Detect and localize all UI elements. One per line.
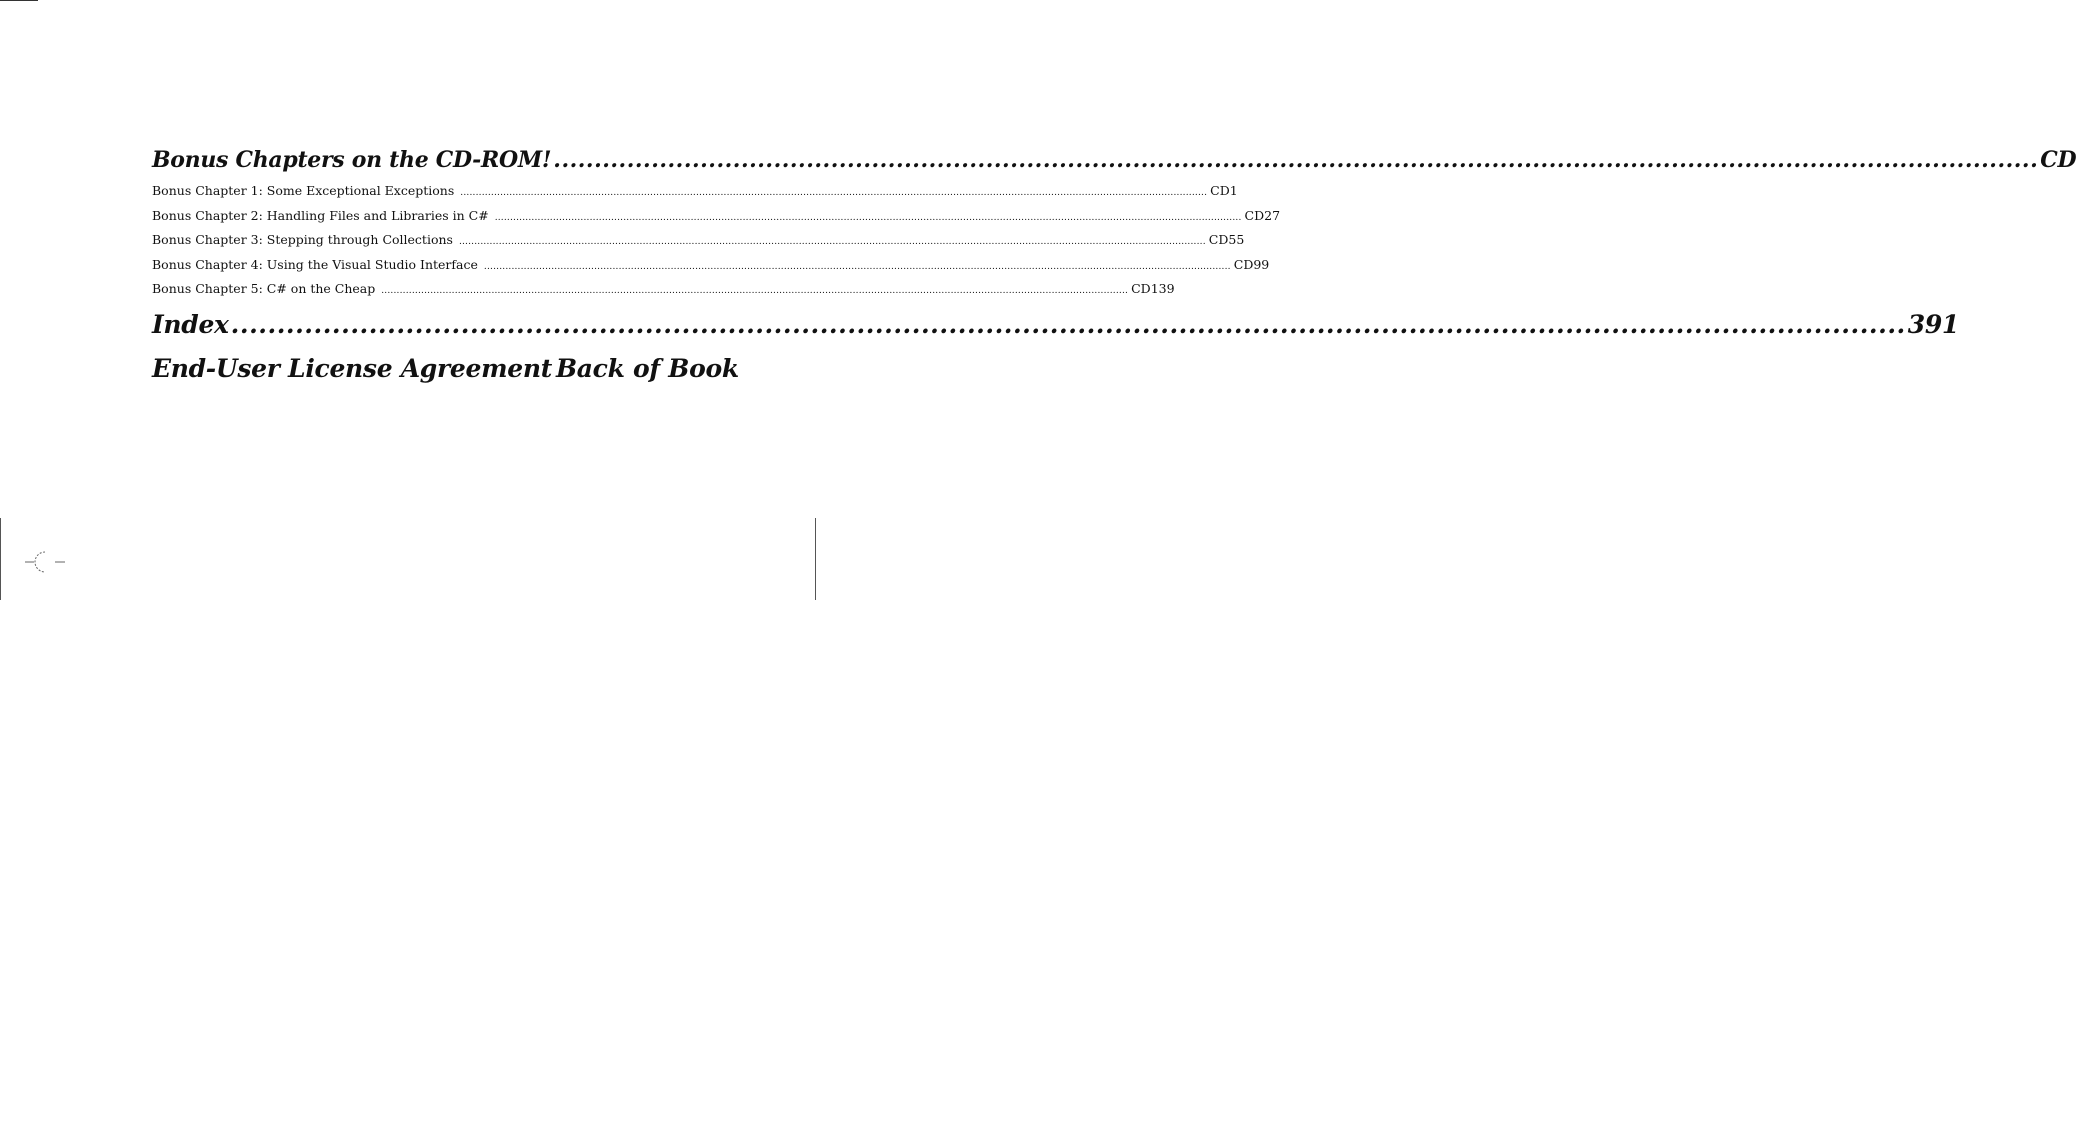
- chapter-page: CD139: [1131, 281, 1175, 297]
- crop-mark-top: [0, 0, 38, 1]
- registration-mark-icon: [25, 549, 65, 575]
- toc-section-license: [152, 347, 739, 391]
- toc-chapter-entry: [152, 278, 1175, 303]
- chapter-page: CD99: [1233, 256, 1270, 272]
- toc-section-index: [152, 303, 1960, 347]
- section-title: End-User License Agreement: [152, 353, 552, 383]
- chapter-title: Bonus Chapter 2: Handling Files and Libraries in C#: [152, 207, 489, 223]
- chapter-title: Bonus Chapter 1: Some Exceptional Exceptions: [152, 183, 455, 198]
- section-title: Index: [152, 309, 229, 339]
- dot-leader: [460, 180, 1207, 205]
- toc-section-bonus-chapters: [152, 140, 2076, 180]
- dot-leader: [381, 278, 1128, 303]
- dot-leader: [231, 303, 1906, 347]
- chapter-page: CD55: [1208, 232, 1245, 248]
- section-page: Back of Book: [555, 353, 739, 383]
- chapter-title: Bonus Chapter 5: C# on the Cheap: [152, 281, 376, 297]
- crop-mark-right: [815, 518, 816, 600]
- toc-chapter-entry: [152, 229, 1245, 254]
- toc-chapter-entry: [152, 254, 1270, 279]
- section-page: 391: [1907, 309, 1960, 339]
- dot-leader: [459, 229, 1206, 254]
- chapter-title: Bonus Chapter 3: Stepping through Collections: [152, 232, 453, 248]
- chapter-page: CD27: [1244, 207, 1281, 223]
- dot-leader: [553, 140, 2038, 180]
- toc-chapter-entry: [152, 205, 1281, 230]
- chapter-title: Bonus Chapter 4: Using the Visual Studio Interface: [152, 256, 478, 272]
- crop-mark-left: [0, 518, 1, 600]
- toc-chapter-entry: [152, 180, 1238, 205]
- section-title: Bonus Chapters on the CD-ROM!: [152, 147, 552, 173]
- section-page: CD: [2040, 147, 2076, 173]
- dot-leader: [484, 254, 1231, 279]
- table-of-contents: [152, 140, 2076, 391]
- chapter-page: CD1: [1210, 183, 1238, 198]
- dot-leader: [495, 205, 1242, 230]
